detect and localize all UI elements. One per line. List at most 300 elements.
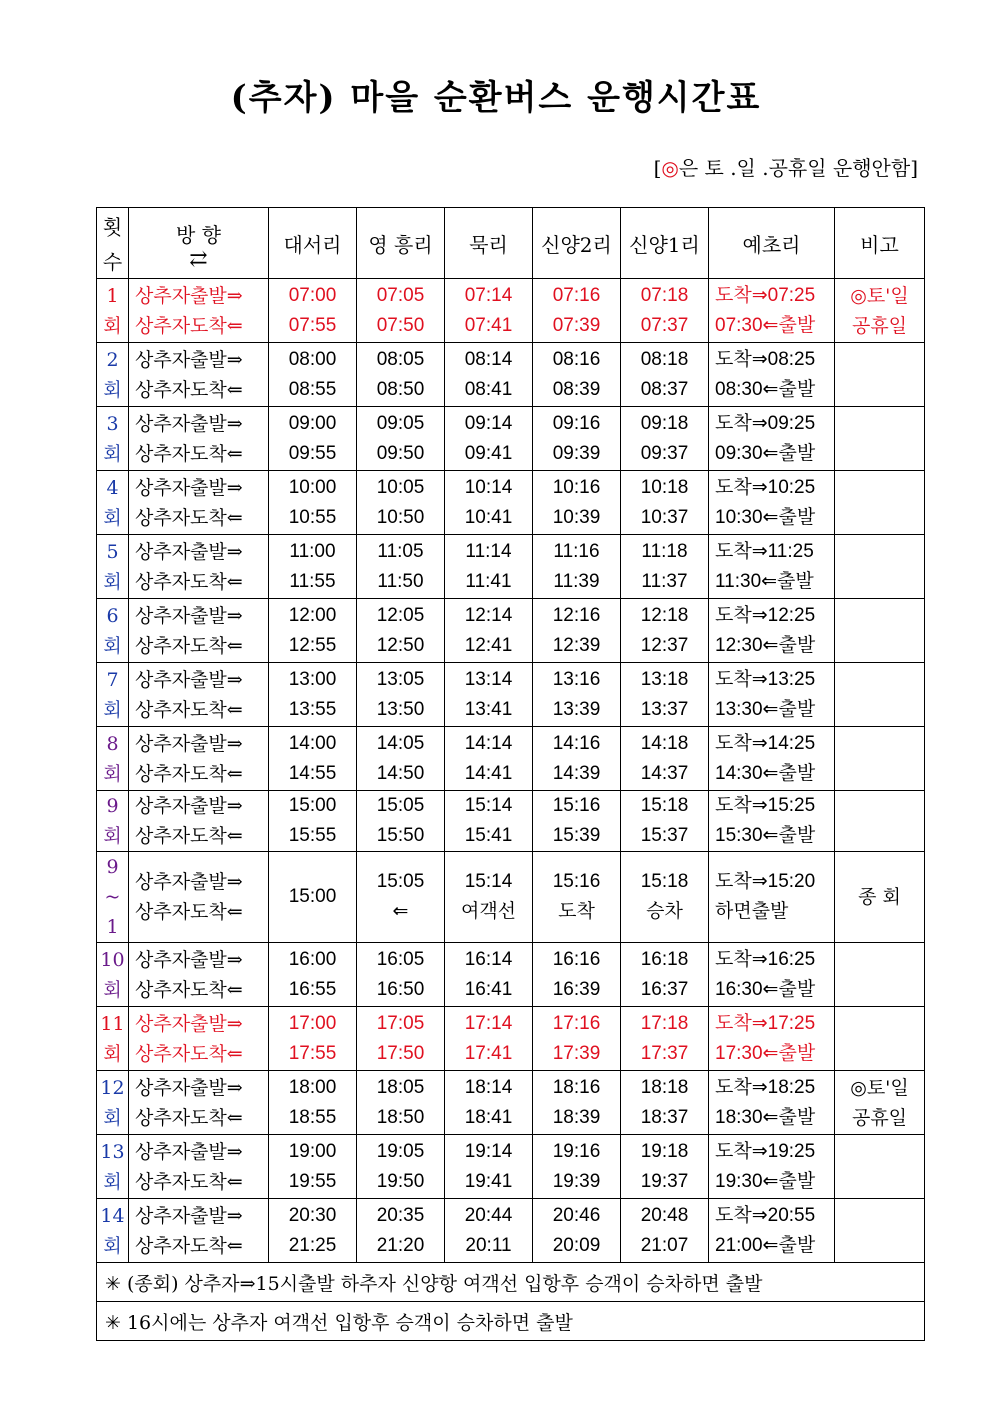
time-cell-line: 07:55: [288, 314, 337, 336]
time-cell-line: 19:55: [288, 1170, 337, 1192]
remark-cell-line: ◎토'일: [850, 284, 909, 307]
time-cell: [533, 343, 621, 407]
schedule-row: [97, 1071, 925, 1135]
direction-cell-line: 상추자출발⇒: [135, 540, 243, 563]
time-cell-line: 14:41: [464, 762, 513, 784]
time-cell-line: 16:14: [464, 948, 513, 970]
time-cell: [533, 535, 621, 599]
direction-cell-line: 상추자도착⇐: [135, 442, 243, 465]
circle-mark-icon: ◎: [661, 156, 679, 180]
direction-cell-line: 상추자출발⇒: [135, 284, 243, 307]
time-cell-line: 15:14: [464, 871, 513, 892]
time-cell: [533, 471, 621, 535]
time-cell-line: 18:55: [288, 1106, 337, 1128]
time-cell-line: 11:55: [289, 570, 336, 592]
run-number-line: 3: [106, 412, 119, 435]
terminal-cell-line: 도착⇒15:25: [715, 795, 816, 816]
direction-cell-line: 상추자출발⇒: [135, 1140, 243, 1163]
time-cell-line: 16:39: [552, 978, 601, 1000]
time-cell-line: 07:37: [640, 314, 689, 336]
time-cell-line: 14:50: [376, 762, 425, 784]
direction-cell-line: 상추자도착⇐: [135, 978, 243, 1001]
two-way-arrow-icon: ⇄: [189, 246, 208, 272]
time-cell: [357, 471, 445, 535]
terminal-cell-line: 도착⇒10:25: [715, 476, 816, 498]
run-number-line: 14: [100, 1204, 125, 1227]
direction-cell: [129, 1071, 269, 1135]
time-cell: [269, 727, 357, 791]
table-header-row: [97, 208, 925, 279]
time-cell-line: 14:55: [288, 762, 337, 784]
time-cell: [269, 471, 357, 535]
run-number-line: 회: [103, 570, 122, 593]
direction-cell-line: 상추자출발⇒: [135, 732, 243, 755]
direction-cell-line: 상추자도착⇐: [135, 1042, 243, 1065]
time-cell-line: 도착: [558, 901, 595, 922]
schedule-row: [97, 943, 925, 1007]
time-cell-line: 16:00: [288, 948, 337, 970]
remark-cell: [835, 663, 925, 727]
direction-cell-line: 상추자출발⇒: [135, 1012, 243, 1035]
time-cell-line: 12:05: [376, 604, 425, 626]
header-count-line2: 수: [102, 250, 123, 274]
time-cell-line: 19:05: [376, 1140, 425, 1162]
schedule-row: [97, 1135, 925, 1199]
time-cell: [269, 663, 357, 727]
header-direction: [129, 208, 269, 279]
header-stop: 신양1리: [621, 208, 709, 279]
run-number: [97, 535, 129, 599]
time-cell-line: 09:18: [640, 412, 689, 434]
time-cell: [357, 943, 445, 1007]
time-cell: [269, 535, 357, 599]
time-cell-line: 17:39: [552, 1042, 601, 1064]
time-cell: [357, 727, 445, 791]
time-cell: [621, 599, 709, 663]
time-cell-line: 09:55: [288, 442, 337, 464]
time-cell-line: 19:16: [552, 1140, 601, 1162]
time-cell: [621, 663, 709, 727]
terminal-cell-line: 21:00⇐출발: [715, 1234, 816, 1256]
time-cell: [621, 1199, 709, 1263]
run-number: [97, 1135, 129, 1199]
time-cell-line: 10:00: [288, 476, 337, 498]
time-cell: [621, 1135, 709, 1199]
time-cell: [357, 1199, 445, 1263]
terminal-cell-line: 08:30⇐출발: [715, 378, 816, 400]
time-cell: [445, 727, 533, 791]
time-cell: [621, 727, 709, 791]
time-cell-line: 07:16: [552, 284, 601, 306]
run-number: [97, 343, 129, 407]
time-cell-line: 08:16: [552, 348, 601, 370]
run-number-line: 1: [106, 284, 119, 307]
time-cell-line: 08:39: [552, 378, 601, 400]
terminal-cell: [709, 663, 835, 727]
terminal-cell-line: 도착⇒08:25: [715, 348, 816, 370]
direction-cell-line: 상추자도착⇐: [135, 378, 243, 401]
time-cell-line: 18:39: [552, 1106, 601, 1128]
time-cell-line: 18:05: [376, 1076, 425, 1098]
time-cell: [445, 407, 533, 471]
time-cell-line: 16:18: [640, 948, 689, 970]
time-cell-line: 17:14: [464, 1012, 513, 1034]
time-cell-line: 14:18: [640, 732, 689, 754]
remark-cell: [835, 279, 925, 343]
time-cell-line: 14:39: [552, 762, 601, 784]
time-cell: [269, 943, 357, 1007]
time-cell-line: 18:37: [640, 1106, 689, 1128]
time-cell: [357, 343, 445, 407]
time-cell-line: 12:00: [288, 604, 337, 626]
time-cell-line: 15:16: [552, 795, 601, 816]
time-cell: [357, 663, 445, 727]
time-cell: [621, 1007, 709, 1071]
time-cell-line: 14:14: [464, 732, 513, 754]
time-cell-line: 19:18: [640, 1140, 689, 1162]
direction-cell: [129, 663, 269, 727]
terminal-cell: [709, 1199, 835, 1263]
time-cell-line: 15:00: [288, 886, 337, 907]
time-cell: [445, 852, 533, 943]
direction-cell: [129, 727, 269, 791]
time-cell: [533, 727, 621, 791]
time-cell: [533, 943, 621, 1007]
time-cell: [269, 1007, 357, 1071]
run-number-line: 회: [103, 698, 122, 721]
notice-text: 은 토 .일 .공휴일 운행안함]: [678, 156, 918, 180]
time-cell-line: 13:14: [464, 668, 513, 690]
time-cell: [269, 343, 357, 407]
time-cell-line: 16:50: [376, 978, 425, 1000]
time-cell-line: 09:05: [376, 412, 425, 434]
time-cell-line: 08:55: [288, 378, 337, 400]
time-cell-line: 17:16: [552, 1012, 601, 1034]
header-stop: 묵리: [445, 208, 533, 279]
run-number: [97, 1007, 129, 1071]
time-cell-line: 20:46: [552, 1204, 601, 1226]
schedule-row: [97, 535, 925, 599]
time-cell-line: 12:55: [288, 634, 337, 656]
remark-cell: [835, 727, 925, 791]
direction-cell: [129, 1007, 269, 1071]
time-cell: [621, 279, 709, 343]
time-cell-line: 11:50: [377, 570, 424, 592]
time-cell-line: 08:14: [464, 348, 513, 370]
direction-cell-line: 상추자출발⇒: [135, 871, 243, 893]
time-cell-line: 15:00: [288, 795, 337, 816]
run-number-line: 회: [103, 378, 122, 401]
remark-cell: [835, 599, 925, 663]
terminal-cell-line: 15:30⇐출발: [715, 825, 816, 846]
direction-cell-line: 상추자도착⇐: [135, 825, 243, 847]
terminal-cell: [709, 535, 835, 599]
time-cell-line: 19:41: [464, 1170, 513, 1192]
direction-cell: [129, 279, 269, 343]
time-cell: [269, 852, 357, 943]
time-cell-line: 09:39: [552, 442, 601, 464]
time-cell-line: 15:55: [288, 825, 337, 846]
time-cell-line: 11:14: [465, 540, 512, 562]
time-cell-line: 15:41: [464, 825, 513, 846]
time-cell: [533, 852, 621, 943]
note-row: [97, 1302, 925, 1341]
run-number: [97, 471, 129, 535]
time-cell: [357, 599, 445, 663]
time-cell: [269, 1135, 357, 1199]
time-cell: [445, 279, 533, 343]
direction-cell-line: 상추자도착⇐: [135, 1106, 243, 1129]
time-cell: [445, 663, 533, 727]
direction-cell-line: 상추자출발⇒: [135, 795, 243, 817]
time-cell-line: 17:05: [376, 1012, 425, 1034]
time-cell: [621, 535, 709, 599]
time-cell-line: 09:41: [464, 442, 513, 464]
remark-cell: [835, 1135, 925, 1199]
time-cell-line: 08:41: [464, 378, 513, 400]
terminal-cell: [709, 1071, 835, 1135]
notice-open-bracket: [: [653, 156, 662, 180]
time-cell-line: 17:55: [288, 1042, 337, 1064]
run-number: [97, 727, 129, 791]
time-cell-line: 14:16: [552, 732, 601, 754]
operation-notice: [654, 152, 918, 181]
remark-cell: [835, 791, 925, 852]
time-cell-line: 07:00: [288, 284, 337, 306]
time-cell-line: 12:14: [464, 604, 513, 626]
direction-cell-line: 상추자도착⇐: [135, 901, 243, 923]
time-cell-line: 16:41: [464, 978, 513, 1000]
run-number-line: 9: [106, 795, 119, 817]
time-cell: [533, 407, 621, 471]
header-remark: 비고: [835, 208, 925, 279]
time-cell: [357, 791, 445, 852]
terminal-cell: [709, 279, 835, 343]
time-cell-line: 09:37: [640, 442, 689, 464]
time-cell-line: 여객선: [460, 901, 517, 922]
time-cell-line: 승차: [646, 901, 683, 922]
time-cell-line: ⇐: [392, 901, 409, 922]
direction-cell: [129, 1135, 269, 1199]
terminal-cell: [709, 791, 835, 852]
time-cell-line: 12:37: [640, 634, 689, 656]
time-cell-line: 12:41: [464, 634, 513, 656]
time-cell-line: 10:50: [376, 506, 425, 528]
schedule-row: [97, 1199, 925, 1263]
run-number-line: 회: [103, 634, 122, 657]
time-cell-line: 09:14: [464, 412, 513, 434]
remark-cell: [835, 407, 925, 471]
terminal-cell-line: 도착⇒20:55: [715, 1204, 816, 1226]
run-number: [97, 279, 129, 343]
time-cell-line: 20:11: [465, 1234, 512, 1256]
time-cell-line: 19:37: [640, 1170, 689, 1192]
remark-cell: [835, 1071, 925, 1135]
time-cell-line: 07:05: [376, 284, 425, 306]
schedule-row: [97, 727, 925, 791]
time-cell-line: 18:41: [464, 1106, 513, 1128]
time-cell-line: 18:18: [640, 1076, 689, 1098]
time-cell-line: 15:37: [640, 825, 689, 846]
time-cell: [445, 599, 533, 663]
run-number: [97, 407, 129, 471]
run-number-line: 회: [103, 442, 122, 465]
time-cell-line: 15:05: [376, 871, 425, 892]
direction-cell-line: 상추자출발⇒: [135, 348, 243, 371]
note-text: ✳ 16시에는 상추자 여객선 입항후 승객이 승차하면 출발: [97, 1302, 925, 1341]
time-cell: [269, 1199, 357, 1263]
terminal-cell-line: 14:30⇐출발: [715, 762, 816, 784]
time-cell-line: 21:25: [288, 1234, 337, 1256]
terminal-cell-line: 07:30⇐출발: [715, 314, 816, 336]
time-cell-line: 18:50: [376, 1106, 425, 1128]
time-cell-line: 11:05: [377, 540, 424, 562]
terminal-cell: [709, 471, 835, 535]
time-cell-line: 18:16: [552, 1076, 601, 1098]
time-cell-line: 12:18: [640, 604, 689, 626]
time-cell: [357, 535, 445, 599]
run-number: [97, 1199, 129, 1263]
header-stop: 예초리: [709, 208, 835, 279]
time-cell-line: 20:09: [552, 1234, 601, 1256]
remark-cell: [835, 343, 925, 407]
direction-cell-line: 상추자출발⇒: [135, 668, 243, 691]
time-cell-line: 10:55: [288, 506, 337, 528]
time-cell: [445, 1071, 533, 1135]
time-cell-line: 13:16: [552, 668, 601, 690]
time-cell: [533, 1199, 621, 1263]
time-cell-line: 10:05: [376, 476, 425, 498]
time-cell-line: 18:00: [288, 1076, 337, 1098]
time-cell-line: 11:41: [465, 570, 512, 592]
direction-cell: [129, 343, 269, 407]
time-cell-line: 21:07: [640, 1234, 689, 1256]
run-number-line: 2: [106, 348, 119, 371]
time-cell-line: 13:37: [640, 698, 689, 720]
run-number-line: 5: [106, 540, 119, 563]
schedule-row: [97, 471, 925, 535]
time-cell: [269, 791, 357, 852]
time-cell-line: 10:16: [552, 476, 601, 498]
time-cell-line: 10:41: [464, 506, 513, 528]
time-cell-line: 10:14: [464, 476, 513, 498]
terminal-cell-line: 09:30⇐출발: [715, 442, 816, 464]
run-number-line: 회: [103, 825, 122, 847]
run-number-line: 1: [106, 916, 119, 938]
time-cell: [357, 852, 445, 943]
remark-cell: [835, 943, 925, 1007]
time-cell-line: 11:18: [641, 540, 688, 562]
time-cell-line: 15:50: [376, 825, 425, 846]
terminal-cell-line: 도착⇒13:25: [715, 668, 816, 690]
time-cell: [357, 1007, 445, 1071]
run-number-line: 회: [103, 1106, 122, 1129]
time-cell-line: 20:48: [640, 1204, 689, 1226]
run-number-line: 7: [106, 668, 119, 691]
time-cell-line: 16:55: [288, 978, 337, 1000]
time-cell-line: 13:05: [376, 668, 425, 690]
time-cell-line: 19:50: [376, 1170, 425, 1192]
time-cell-line: 08:05: [376, 348, 425, 370]
direction-cell-line: 상추자출발⇒: [135, 604, 243, 627]
direction-cell-line: 상추자도착⇐: [135, 1234, 243, 1257]
time-cell-line: 11:37: [641, 570, 688, 592]
time-cell-line: 09:16: [552, 412, 601, 434]
note-text: ✳ (종회) 상추자⇒15시출발 하추자 신양항 여객선 입항후 승객이 승차하면 출발: [97, 1263, 925, 1302]
time-cell: [533, 599, 621, 663]
time-cell: [533, 279, 621, 343]
time-cell: [269, 599, 357, 663]
time-cell: [357, 407, 445, 471]
direction-cell-line: 상추자도착⇐: [135, 634, 243, 657]
terminal-cell-line: 17:30⇐출발: [715, 1042, 816, 1064]
terminal-cell: [709, 1007, 835, 1071]
run-number-line: 회: [103, 1234, 122, 1257]
time-cell-line: 10:18: [640, 476, 689, 498]
schedule-row: [97, 663, 925, 727]
time-cell-line: 19:39: [552, 1170, 601, 1192]
time-cell-line: 14:37: [640, 762, 689, 784]
time-cell: [269, 1071, 357, 1135]
time-cell: [445, 535, 533, 599]
terminal-cell-line: 도착⇒18:25: [715, 1076, 816, 1098]
direction-cell-line: 상추자도착⇐: [135, 570, 243, 593]
time-cell: [445, 1135, 533, 1199]
direction-cell-line: 상추자도착⇐: [135, 762, 243, 785]
terminal-cell-line: 11:30⇐출발: [715, 570, 814, 592]
direction-cell-line: 상추자출발⇒: [135, 1204, 243, 1227]
run-number-line: 회: [103, 314, 122, 337]
time-cell-line: 21:20: [376, 1234, 425, 1256]
time-cell: [445, 1007, 533, 1071]
terminal-cell: [709, 943, 835, 1007]
time-cell-line: 09:50: [376, 442, 425, 464]
direction-cell: [129, 943, 269, 1007]
terminal-cell: [709, 852, 835, 943]
run-number-line: 11: [100, 1012, 125, 1035]
remark-cell: [835, 1007, 925, 1071]
time-cell-line: 18:14: [464, 1076, 513, 1098]
header-count: [97, 208, 129, 279]
terminal-cell-line: 18:30⇐출발: [715, 1106, 816, 1128]
schedule-row: [97, 1007, 925, 1071]
terminal-cell-line: 도착⇒11:25: [715, 540, 814, 562]
run-number-line: 10: [100, 948, 125, 971]
direction-cell: [129, 471, 269, 535]
terminal-cell-line: 하면출발: [715, 901, 789, 922]
schedule-row: [97, 279, 925, 343]
terminal-cell: [709, 1135, 835, 1199]
remark-cell: [835, 471, 925, 535]
time-cell: [445, 343, 533, 407]
time-cell-line: 11:16: [553, 540, 600, 562]
time-cell-line: 20:30: [288, 1204, 337, 1226]
terminal-cell-line: 도착⇒19:25: [715, 1140, 816, 1162]
run-number-line: 회: [103, 762, 122, 785]
time-cell: [533, 791, 621, 852]
time-cell-line: 15:14: [464, 795, 513, 816]
time-cell: [357, 1135, 445, 1199]
header-stop: 대서리: [269, 208, 357, 279]
run-number-line: 회: [103, 1170, 122, 1193]
time-cell: [621, 343, 709, 407]
time-cell-line: 19:14: [464, 1140, 513, 1162]
time-cell-line: 07:50: [376, 314, 425, 336]
terminal-cell-line: 도착⇒17:25: [715, 1012, 816, 1034]
terminal-cell-line: 도착⇒14:25: [715, 732, 816, 754]
time-cell-line: 15:16: [552, 871, 601, 892]
run-number-line: 회: [103, 978, 122, 1001]
